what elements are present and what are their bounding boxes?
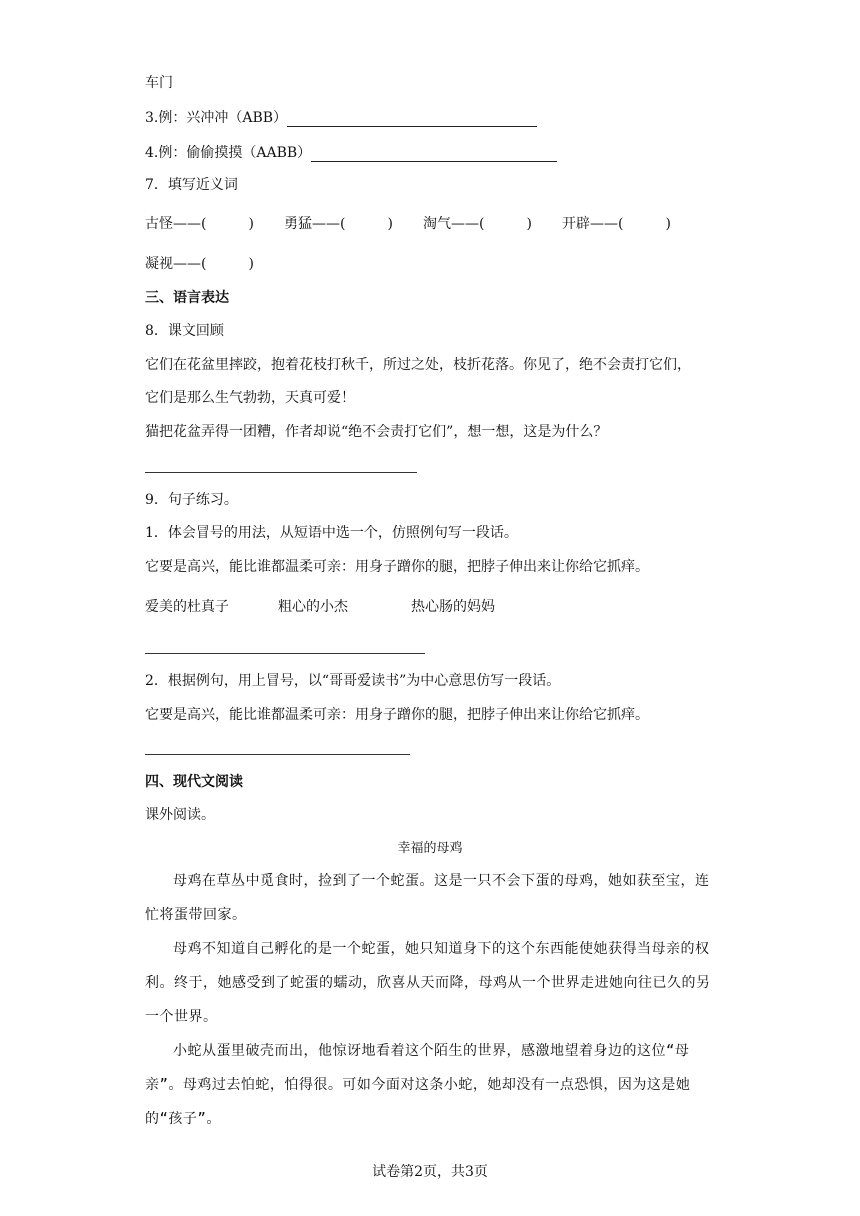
q6-3-line bbox=[145, 109, 537, 127]
phrase-option: 粗心的小杰 bbox=[278, 599, 348, 615]
phrase-options bbox=[145, 598, 495, 616]
synonym-item[interactable]: 开辟——( ) bbox=[562, 216, 671, 232]
passage-paragraph: 小蛇从蛋里破壳而出，他惊讶地看着这个陌生的世界，感激地望着身边的这位“母亲”。母鸡过去怕蛇，怕得很。可如今面对这条小蛇，她却没有一点恐惧，因为这是她的“孩子”。 bbox=[145, 1043, 691, 1127]
q9-2-instruction: 2．根据例句，用上冒号，以“哥哥爱读书”为中心意思仿写一段话。 bbox=[145, 673, 561, 689]
reading-instruction: 课外阅读。 bbox=[145, 807, 215, 823]
q7-heading: 7．填写近义词 bbox=[145, 177, 238, 193]
q8-question: 猫把花盆弄得一团糟，作者却说“绝不会责打它们”，想一想，这是为什么？ bbox=[145, 424, 608, 440]
passage-paragraph: 母鸡不知道自己孵化的是一个蛇蛋，她只知道身下的这个东西能使她获得当母亲的权利。终于，她感受到了蛇蛋的蠕动，欣喜从天而降，母鸡从一个世界走进她向往已久的另一个世界。 bbox=[145, 941, 711, 1025]
q8-passage-line: 它们在花盆里摔跤，抱着花枝打秋千，所过之处，枝折花落。你见了，绝不会责打它们， bbox=[145, 357, 691, 373]
answer-line[interactable] bbox=[145, 653, 425, 654]
q6-4-line bbox=[145, 144, 557, 162]
answer-line[interactable] bbox=[145, 472, 417, 473]
synonym-item[interactable]: 勇猛——( ) bbox=[284, 216, 393, 232]
q8-heading: 8．课文回顾 bbox=[145, 323, 224, 339]
q8-passage-line: 它们是那么生气勃勃，天真可爱！ bbox=[145, 390, 355, 406]
q6-4-label: 4.例：偷偷摸摸（AABB） bbox=[145, 145, 312, 161]
q6-3-label: 3.例：兴冲冲（ABB） bbox=[145, 110, 288, 126]
page-footer: 试卷第2页，共3页 bbox=[372, 1164, 488, 1180]
section-4-heading: 四、现代文阅读 bbox=[145, 774, 243, 790]
passage-paragraph: 母鸡在草丛中觅食时，捡到了一个蛇蛋。这是一只不会下蛋的母鸡，她如获至宝，连忙将蛋带回家。 bbox=[145, 873, 710, 923]
answer-blank[interactable] bbox=[311, 147, 557, 162]
passage-title: 幸福的母鸡 bbox=[397, 841, 463, 856]
synonym-item[interactable]: 淘气——( ) bbox=[423, 216, 532, 232]
q9-2-example: 它要是高兴，能比谁都温柔可亲：用身子蹭你的腿，把脖子伸出来让你给它抓痒。 bbox=[145, 707, 649, 723]
answer-line[interactable] bbox=[145, 754, 410, 755]
section-3-heading: 三、语言表达 bbox=[145, 290, 229, 306]
q9-1-instruction: 1．体会冒号的用法，从短语中选一个，仿照例句写一段话。 bbox=[145, 525, 518, 541]
synonym-item[interactable]: 凝视——( ) bbox=[145, 256, 254, 272]
phrase-option: 爱美的杜真子 bbox=[145, 599, 229, 615]
answer-blank[interactable] bbox=[287, 112, 537, 127]
text-chemen: 车门 bbox=[145, 75, 173, 91]
phrase-option: 热心肠的妈妈 bbox=[411, 599, 495, 615]
synonym-row bbox=[145, 215, 701, 233]
q9-heading: 9．句子练习。 bbox=[145, 492, 238, 508]
synonym-item[interactable]: 古怪——( ) bbox=[145, 216, 254, 232]
q9-1-example: 它要是高兴，能比谁都温柔可亲：用身子蹭你的腿，把脖子伸出来让你给它抓痒。 bbox=[145, 559, 649, 575]
